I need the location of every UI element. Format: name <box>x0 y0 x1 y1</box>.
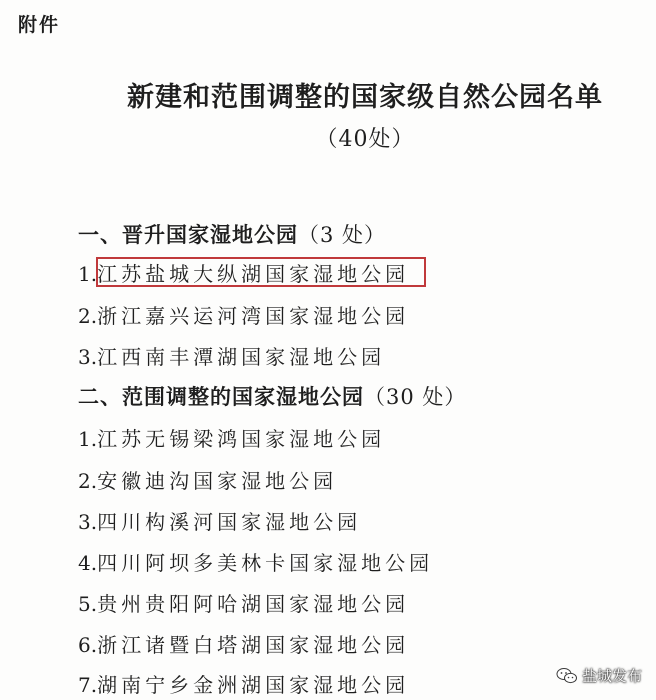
wechat-icon <box>556 667 578 685</box>
section-heading-adjusted <box>78 381 466 411</box>
list-item <box>78 300 409 329</box>
highlight-box <box>96 257 426 287</box>
document-subtitle: （40处） <box>315 127 415 152</box>
watermark-text: 盐城发布 <box>581 667 642 685</box>
watermark <box>556 665 642 686</box>
list-item-name: 浙江诸暨白塔湖国家湿地公园 <box>97 633 410 657</box>
list-item <box>78 629 409 658</box>
attachment-label: 附件 <box>18 14 61 36</box>
list-item-name: 四川阿坝多美林卡国家湿地公园 <box>97 551 434 575</box>
list-item-name: 贵州贵阳阿哈湖国家湿地公园 <box>97 592 410 616</box>
list-item-name: 浙江嘉兴运河湾国家湿地公园 <box>97 304 410 328</box>
list-item <box>78 506 361 535</box>
list-item <box>78 588 409 617</box>
list-item-number: 4. <box>78 551 98 575</box>
list-item-number: 1. <box>78 262 98 286</box>
list-item-number: 2. <box>78 304 98 328</box>
section-heading-promoted <box>78 219 386 249</box>
list-item-number: 7. <box>78 673 98 697</box>
section-count: （30 处） <box>364 385 467 409</box>
list-item <box>78 547 433 576</box>
list-item-number: 1. <box>78 427 98 451</box>
list-item-name: 江苏盐城大纵湖国家湿地公园 <box>97 262 410 286</box>
list-item-name: 安徽迪沟国家湿地公园 <box>97 469 338 493</box>
list-item-name: 江苏无锡梁鸿国家湿地公园 <box>97 427 386 451</box>
list-item-number: 2. <box>78 469 98 493</box>
document-title: 新建和范围调整的国家级自然公园名单 <box>127 82 603 113</box>
list-item-number: 3. <box>78 345 98 369</box>
list-item <box>78 341 385 370</box>
list-item-number: 5. <box>78 592 98 616</box>
list-item <box>78 669 409 698</box>
list-item-number: 6. <box>78 633 98 657</box>
list-item <box>78 465 337 494</box>
section-count: （3 处） <box>298 223 387 247</box>
list-item-name: 湖南宁乡金洲湖国家湿地公园 <box>97 673 410 697</box>
list-item-name: 江西南丰潭湖国家湿地公园 <box>97 345 386 369</box>
list-item-number: 3. <box>78 510 98 534</box>
section-heading-text: 二、范围调整的国家湿地公园 <box>78 385 364 409</box>
list-item <box>78 423 385 452</box>
section-heading-text: 一、晋升国家湿地公园 <box>78 223 298 247</box>
list-item-name: 四川构溪河国家湿地公园 <box>97 510 362 534</box>
